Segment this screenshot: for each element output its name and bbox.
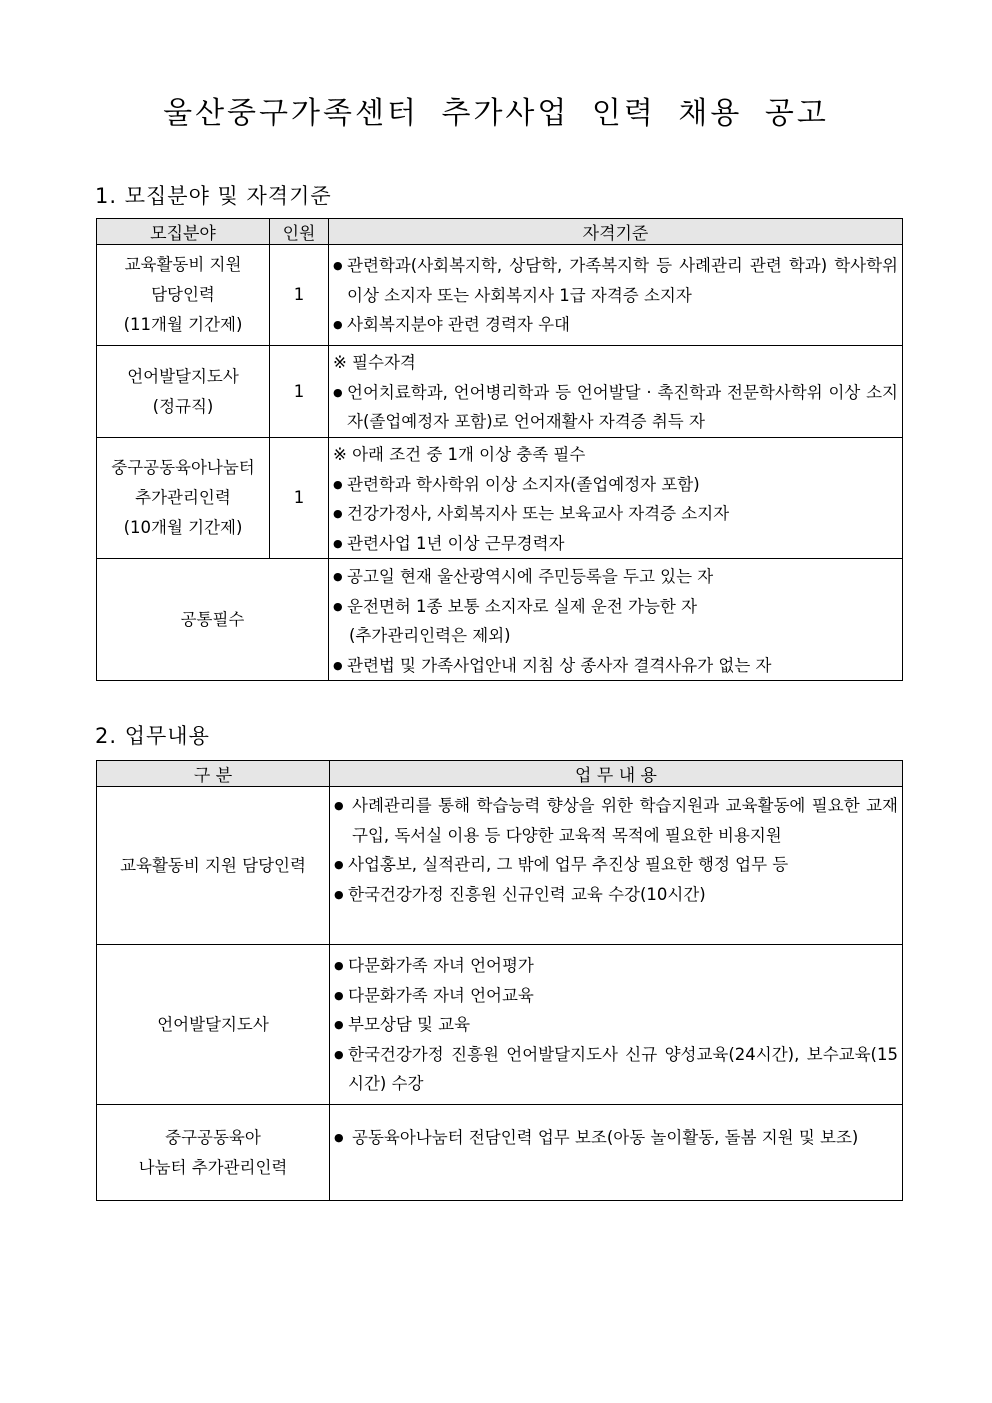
field-cell: 중구공동육아나눔터 추가관리인력 (10개월 기간제) xyxy=(97,438,270,559)
criteria-cell xyxy=(329,438,903,559)
list-item: ● 관련학과(사회복지학, 상담학, 가족복지학 등 사례관리 관련 학과) 학사학위 이상 소지자 또는 사회복지사 1급 자격증 소지자 xyxy=(331,251,898,310)
count-cell: 1 xyxy=(270,438,329,559)
bullet-icon: ● xyxy=(333,536,343,550)
list-item: ● 사업홍보, 실적관리, 그 밖에 업무 추진상 필요한 행정 업무 등 xyxy=(332,850,898,880)
sub-note: (추가관리인력은 제외) xyxy=(349,626,511,645)
list-item: ● 언어치료학과, 언어병리학과 등 언어발달 · 촉진학과 전문학사학위 이상 소지자(졸업예정자 포함)로 언어재활사 자격증 취득 자 xyxy=(331,378,898,437)
field-cell: 교육활동비 지원 담당인력 (11개월 기간제) xyxy=(97,245,270,346)
list-item: ● 한국건강가정 진흥원 신규인력 교육 수강(10시간) xyxy=(332,880,898,910)
table-row xyxy=(97,1105,903,1201)
bullet-icon: ● xyxy=(333,599,343,613)
list-item: ● 건강가정사, 사회복지사 또는 보육교사 자격증 소지자 xyxy=(331,499,898,529)
criteria-cell xyxy=(329,245,903,346)
field-cell: 공통필수 xyxy=(97,559,329,681)
bullet-icon: ● xyxy=(334,1131,344,1144)
table-row xyxy=(97,559,903,681)
bullet-icon: ● xyxy=(334,959,344,972)
note-text: ※ 필수자격 xyxy=(333,353,416,372)
field-cell: 교육활동비 지원 담당인력 xyxy=(97,787,330,945)
list-item: ● 다문화가족 자녀 언어평가 xyxy=(332,951,898,981)
table-header-row xyxy=(97,219,903,245)
count-cell: 1 xyxy=(270,245,329,346)
list-item: ● 운전면허 1종 보통 소지자로 실제 운전 가능한 자 xyxy=(331,592,898,622)
bullet-icon: ● xyxy=(333,385,343,399)
bullet-icon: ● xyxy=(334,1018,344,1031)
header-field: 모집분야 xyxy=(97,219,270,245)
table-row xyxy=(97,245,903,346)
bullet-icon: ● xyxy=(334,858,344,871)
bullet-icon: ● xyxy=(333,259,343,272)
list-item: ● 한국건강가정 진흥원 언어발달지도사 신규 양성교육(24시간), 보수교육(15시간) 수강 xyxy=(332,1040,898,1099)
bullet-icon: ● xyxy=(333,570,343,583)
bullet-icon: ● xyxy=(334,988,344,1002)
bullet-icon: ● xyxy=(334,799,344,812)
header-criteria: 자격기준 xyxy=(329,219,903,245)
count-cell: 1 xyxy=(270,346,329,438)
qualification-table xyxy=(96,218,903,681)
criteria-cell xyxy=(329,559,903,681)
bullet-icon: ● xyxy=(333,477,343,491)
list-item: ● 부모상담 및 교육 xyxy=(332,1010,898,1040)
table-row xyxy=(97,438,903,559)
field-cell: 언어발달지도사 xyxy=(97,945,330,1105)
bullet-icon: ● xyxy=(334,1047,344,1061)
header-count: 인원 xyxy=(270,219,329,245)
list-item: ● 관련학과 학사학위 이상 소지자(졸업예정자 포함) xyxy=(331,470,898,500)
field-cell: 언어발달지도사 (정규직) xyxy=(97,346,270,438)
table-header-row xyxy=(97,761,903,787)
duties-cell xyxy=(330,1105,903,1201)
list-item: ● 관련법 및 가족사업안내 지침 상 종사자 결격사유가 없는 자 xyxy=(331,651,898,681)
section-2-heading: 2. 업무내용 xyxy=(95,724,210,748)
list-item: ● 관련사업 1년 이상 근무경력자 xyxy=(331,529,898,559)
criteria-cell xyxy=(329,346,903,438)
table-row xyxy=(97,787,903,945)
header-category: 구 분 xyxy=(97,761,330,787)
header-duties: 업 무 내 용 xyxy=(330,761,903,787)
page-title: 울산중구가족센터 추가사업 인력 채용 공고 xyxy=(163,96,829,131)
bullet-icon: ● xyxy=(333,658,343,672)
bullet-icon: ● xyxy=(333,318,343,331)
list-item: ● 사례관리를 통해 학습능력 향상을 위한 학습지원과 교육활동에 필요한 교재 구입, 독서실 이용 등 다양한 교육적 목적에 필요한 비용지원 xyxy=(332,791,898,850)
list-item: ● 사회복지분야 관련 경력자 우대 xyxy=(331,310,898,340)
bullet-icon: ● xyxy=(334,887,344,901)
list-item: ● 공동육아나눔터 전담인력 업무 보조(아동 놀이활동, 돌봄 지원 및 보조) xyxy=(332,1123,898,1153)
duties-cell xyxy=(330,787,903,945)
note-text: ※ 아래 조건 중 1개 이상 충족 필수 xyxy=(333,445,586,464)
bullet-icon: ● xyxy=(333,507,343,520)
list-item: ● 공고일 현재 울산광역시에 주민등록을 두고 있는 자 xyxy=(331,562,898,592)
table-row xyxy=(97,346,903,438)
duties-table xyxy=(96,760,903,1201)
table-row xyxy=(97,945,903,1105)
duties-cell xyxy=(330,945,903,1105)
list-item: ● 다문화가족 자녀 언어교육 xyxy=(332,981,898,1011)
section-1-heading: 1. 모집분야 및 자격기준 xyxy=(95,184,332,208)
field-cell: 중구공동육아 나눔터 추가관리인력 xyxy=(97,1105,330,1201)
